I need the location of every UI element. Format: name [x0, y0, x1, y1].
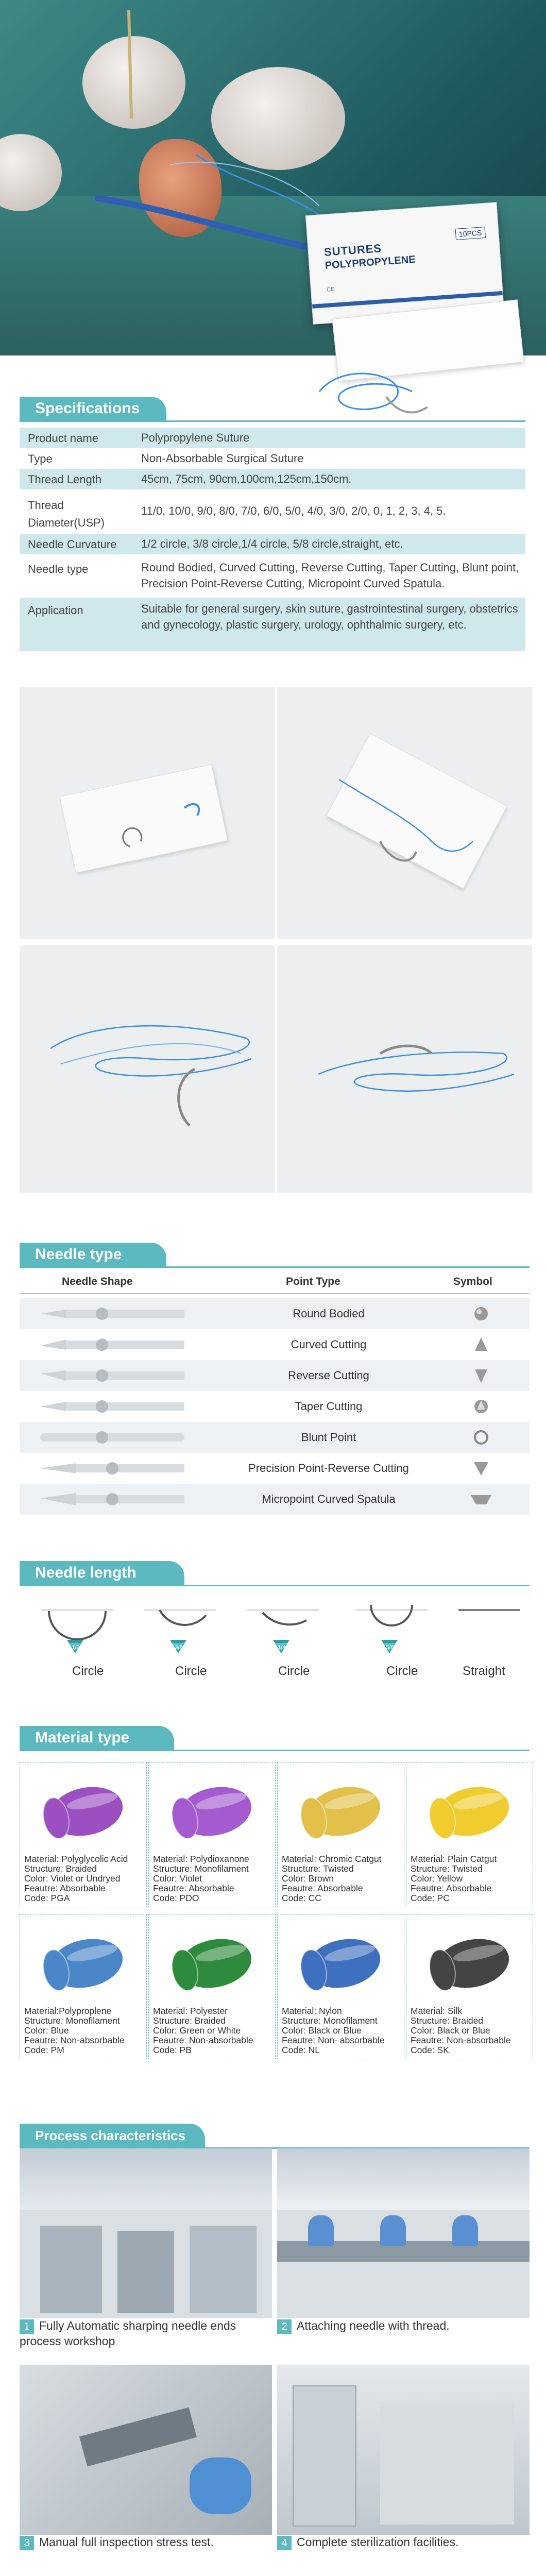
spec-key: Thread Diameter(USP)	[28, 499, 105, 529]
material-line: Structure: Braided	[411, 2015, 484, 2026]
product-photo-thread-coil	[20, 945, 275, 1193]
process-caption	[20, 2318, 262, 2349]
taper-cutting-needle-icon	[40, 1397, 184, 1416]
process-photo-inspection	[20, 2365, 272, 2535]
spec-value: 11/0, 10/0, 9/0, 8/0, 7/0, 6/0, 5/0, 4/0, 3/0, 2/0, 0, 1, 2, 3, 4, 5.	[141, 504, 446, 517]
fraction-label: 5/8	[386, 1645, 394, 1651]
product-photo-pack-front	[20, 687, 275, 939]
half-circle-needle-icon	[36, 1600, 139, 1662]
needle-type-label: Reverse Cutting	[288, 1369, 369, 1382]
process-text: Attaching needle with thread.	[297, 2319, 450, 2332]
material-line: Structure: Twisted	[282, 1863, 354, 1874]
needle-length-label: Straight	[463, 1664, 505, 1678]
needle-type-label: Round Bodied	[293, 1307, 365, 1320]
material-line: Code: NL	[282, 2045, 320, 2055]
material-card	[20, 1762, 147, 1907]
spec-key: Type	[28, 452, 53, 465]
material-card	[148, 1762, 276, 1907]
material-description	[153, 2006, 253, 2055]
needle-type-header: Needle type	[20, 1243, 166, 1266]
precision-point-symbol-icon	[473, 1460, 489, 1477]
suture-spool-icon	[20, 1914, 146, 2002]
material-line: Material: Chromic Catgut	[282, 1854, 382, 1864]
material-description	[282, 2006, 384, 2055]
material-line: Code: CC	[282, 1893, 321, 1903]
blunt-point-symbol-icon	[473, 1429, 489, 1446]
spatula-needle-icon	[40, 1490, 184, 1509]
material-card	[20, 1914, 147, 2059]
material-card	[406, 1914, 533, 2059]
box-count: 10PCS	[455, 227, 486, 240]
material-line: Feautre: Absorbable	[24, 1883, 106, 1893]
material-line: Material: Polyglycolic Acid	[24, 1854, 128, 1864]
thread-coil-graphic	[20, 945, 275, 1193]
material-line: Feautre: Non-absorbable	[24, 2035, 125, 2045]
needle-type-row	[20, 1329, 530, 1360]
material-line: Structure: Braided	[153, 2015, 226, 2026]
material-line: Color: Black or Blue	[282, 2025, 362, 2036]
material-line: Structure: Twisted	[411, 1863, 483, 1874]
material-card	[277, 1762, 404, 1907]
material-line: Structure: Monofilament	[153, 1863, 249, 1874]
material-line: Code: SK	[411, 2045, 449, 2055]
material-line: Feautre: Absorbable	[411, 1883, 492, 1893]
worker	[380, 2215, 406, 2246]
box-brand: SUTURES	[323, 242, 382, 259]
round-bodied-needle-icon	[40, 1304, 184, 1323]
fraction-label: 3/8	[175, 1645, 183, 1651]
needle-length-three-eighths-circle	[139, 1600, 242, 1687]
spec-row	[20, 428, 525, 448]
curved-cutting-symbol-icon	[473, 1336, 489, 1353]
needle-length-label: Circle	[386, 1664, 418, 1678]
needle-length-header: Needle length	[20, 1561, 184, 1585]
suture-spool-icon	[149, 1914, 275, 2002]
material-line: Material:Polyproplene	[24, 2006, 112, 2016]
material-line: Color: Brown	[282, 1873, 334, 1884]
machine	[190, 2226, 257, 2313]
material-line: Material: Polydioxanone	[153, 1854, 249, 1864]
process-photo-workshop	[20, 2148, 272, 2318]
process-text: Fully Automatic sharping needle ends process workshop	[20, 2319, 236, 2348]
material-line: Color: Yellow	[411, 1873, 463, 1884]
process-number: 1	[20, 2319, 34, 2334]
fraction-label: 1/2	[72, 1645, 80, 1651]
needle-length-quarter-circle	[242, 1600, 345, 1687]
box-product: POLYPROPYLENE	[325, 253, 416, 272]
spec-key: Thread Length	[28, 473, 102, 486]
spec-row	[20, 448, 525, 469]
product-photo-pack-open	[277, 687, 532, 939]
reverse-cutting-symbol-icon	[473, 1367, 489, 1384]
curved-cutting-needle-icon	[40, 1335, 184, 1354]
spec-value: 1/2 circle, 3/8 circle,1/4 circle, 5/8 circle,straight, etc.	[141, 537, 403, 550]
five-eighths-circle-needle-icon	[350, 1600, 453, 1662]
process-number: 4	[277, 2536, 292, 2550]
fraction-label: 1/4	[278, 1645, 286, 1651]
workshop-ceiling	[277, 2148, 530, 2210]
material-card	[148, 1914, 276, 2059]
material-line: Structure: Braided	[24, 1863, 97, 1874]
room-wall	[380, 2406, 514, 2524]
hero-image	[0, 0, 546, 355]
material-line: Structure: Monofilament	[24, 2015, 120, 2026]
point-type-column-header: Point Type	[286, 1276, 340, 1287]
material-description	[411, 1854, 497, 1903]
process-text: Manual full inspection stress test.	[39, 2535, 214, 2549]
material-description	[153, 1854, 249, 1903]
material-description	[24, 2006, 125, 2055]
spec-key: Product name	[28, 432, 98, 445]
process-text: Complete sterilization facilities.	[297, 2535, 459, 2549]
spec-key: Needle type	[28, 563, 89, 575]
thread-needle-graphic	[277, 945, 532, 1193]
suture-spool-icon	[278, 1762, 404, 1850]
material-line: Feautre: Non-absorbable	[411, 2035, 511, 2045]
needle-length-label: Circle	[72, 1664, 104, 1678]
needle-length-half-circle	[36, 1600, 139, 1687]
material-line: Feautre: Non- absorbable	[282, 2035, 385, 2045]
process-caption	[20, 2535, 262, 2550]
process-caption	[277, 2535, 530, 2550]
workshop-ceiling	[20, 2148, 272, 2210]
material-description	[411, 2006, 511, 2055]
spec-value: Round Bodied, Curved Cutting, Reverse Cutting, Taper Cutting, Blunt point, Precision Point-Reverse Cutting, Micropoint Curved Spatula.	[141, 561, 519, 590]
needle-type-label: Taper Cutting	[295, 1400, 363, 1413]
needle-type-row	[20, 1360, 530, 1391]
material-line: Code: PDO	[153, 1893, 199, 1903]
needle-type-underline	[20, 1266, 530, 1268]
material-description	[24, 1854, 128, 1903]
material-type-underline	[20, 1750, 530, 1751]
machine	[40, 2226, 102, 2313]
needle-type-label: Blunt Point	[301, 1431, 356, 1444]
three-eighths-circle-needle-icon	[139, 1600, 242, 1662]
needle-type-row	[20, 1453, 530, 1484]
specifications-underline	[20, 420, 525, 422]
spec-row	[20, 534, 525, 554]
suture-spool-icon	[149, 1762, 275, 1850]
spec-row	[20, 489, 525, 534]
spec-row	[20, 598, 525, 651]
gloved-hand	[190, 2458, 251, 2514]
material-line: Color: Violet or Undryed	[24, 1873, 121, 1884]
needle-type-label: Precision Point-Reverse Cutting	[248, 1462, 409, 1475]
process-photo-attaching	[277, 2148, 530, 2318]
needle-type-label: Micropoint Curved Spatula	[262, 1493, 396, 1505]
spec-value: 45cm, 75cm, 90cm,100cm,125cm,150cm.	[141, 472, 352, 485]
material-card	[406, 1762, 533, 1907]
needle-length-straight	[453, 1600, 546, 1687]
process-header: Process characteristics	[20, 2124, 205, 2147]
needle-type-row	[20, 1298, 530, 1329]
material-line: Code: PB	[153, 2045, 192, 2055]
round-bodied-symbol-icon	[473, 1306, 489, 1322]
worker	[452, 2215, 478, 2246]
machine	[117, 2231, 174, 2313]
precision-point-needle-icon	[40, 1459, 184, 1478]
spec-value: Suitable for general surgery, skin suture, gastrointestinal surgery, obstetrics and gynecology, plastic surgery, urology, ophthalmic surgery, etc.	[141, 602, 518, 631]
material-line: Code: PC	[411, 1893, 450, 1903]
spatula-symbol-icon	[471, 1492, 491, 1506]
taper-cutting-symbol-icon	[473, 1398, 489, 1415]
material-line: Color: Violet	[153, 1873, 202, 1884]
suture-spool-icon	[278, 1914, 404, 2002]
pack-open-thread-graphic	[277, 687, 532, 939]
sterilizer-cabinet	[293, 2385, 356, 2527]
quarter-circle-needle-icon	[242, 1600, 345, 1662]
process-number: 3	[20, 2536, 34, 2550]
material-line: Material: Polyester	[153, 2006, 228, 2016]
box-ce-mark: CE	[326, 286, 335, 293]
needle-length-underline	[20, 1585, 530, 1586]
straight-needle-icon	[453, 1600, 546, 1631]
needle-type-row	[20, 1484, 530, 1515]
spec-value: Polypropylene Suture	[141, 431, 250, 444]
worker	[308, 2215, 334, 2246]
material-description	[282, 1854, 382, 1903]
needle-type-row	[20, 1391, 530, 1422]
process-number: 2	[277, 2319, 292, 2334]
needle-type-row	[20, 1422, 530, 1453]
spec-row	[20, 554, 525, 598]
spec-key: Application	[28, 604, 83, 617]
needle-shape-column-header: Needle Shape	[62, 1276, 133, 1287]
material-line: Feautre: Absorbable	[282, 1883, 363, 1893]
needle-type-label: Curved Cutting	[291, 1338, 367, 1351]
material-type-header: Material type	[20, 1726, 174, 1750]
material-line: Code: PM	[24, 2045, 64, 2055]
material-line: Material: Nylon	[282, 2006, 342, 2016]
process-photo-sterilization	[277, 2365, 530, 2535]
product-photo-thread-needle	[277, 945, 532, 1193]
pack-needle-graphic	[20, 687, 275, 939]
suture-spool-icon	[20, 1762, 146, 1850]
material-line: Feautre: Absorbable	[153, 1883, 234, 1893]
needle-length-label: Circle	[278, 1664, 310, 1678]
process-caption	[277, 2318, 530, 2334]
symbol-column-header: Symbol	[453, 1276, 492, 1287]
material-line: Color: Green or White	[153, 2025, 241, 2036]
specifications-header: Specifications	[20, 397, 166, 420]
suture-spool-icon	[406, 1762, 533, 1850]
needle-length-label: Circle	[175, 1664, 207, 1678]
material-line: Material: Silk	[411, 2006, 463, 2016]
needle-length-five-eighths-circle	[350, 1600, 453, 1687]
material-line: Structure: Monofilament	[282, 2015, 378, 2026]
blunt-point-needle-icon	[40, 1428, 184, 1447]
suture-spool-icon	[406, 1914, 533, 2002]
reverse-cutting-needle-icon	[40, 1366, 184, 1385]
spec-value: Non-Absorbable Surgical Suture	[141, 452, 304, 465]
material-line: Material: Plain Catgut	[411, 1854, 497, 1864]
spec-row	[20, 469, 525, 489]
needle-type-divider	[20, 1293, 530, 1294]
material-line: Color: Blue	[24, 2025, 69, 2036]
spec-key: Needle Curvature	[28, 538, 117, 551]
material-line: Feautre: Non-absorbable	[153, 2035, 253, 2045]
material-line: Code: PGA	[24, 1893, 70, 1903]
material-line: Color: Black or Blue	[411, 2025, 490, 2036]
material-card	[277, 1914, 404, 2059]
